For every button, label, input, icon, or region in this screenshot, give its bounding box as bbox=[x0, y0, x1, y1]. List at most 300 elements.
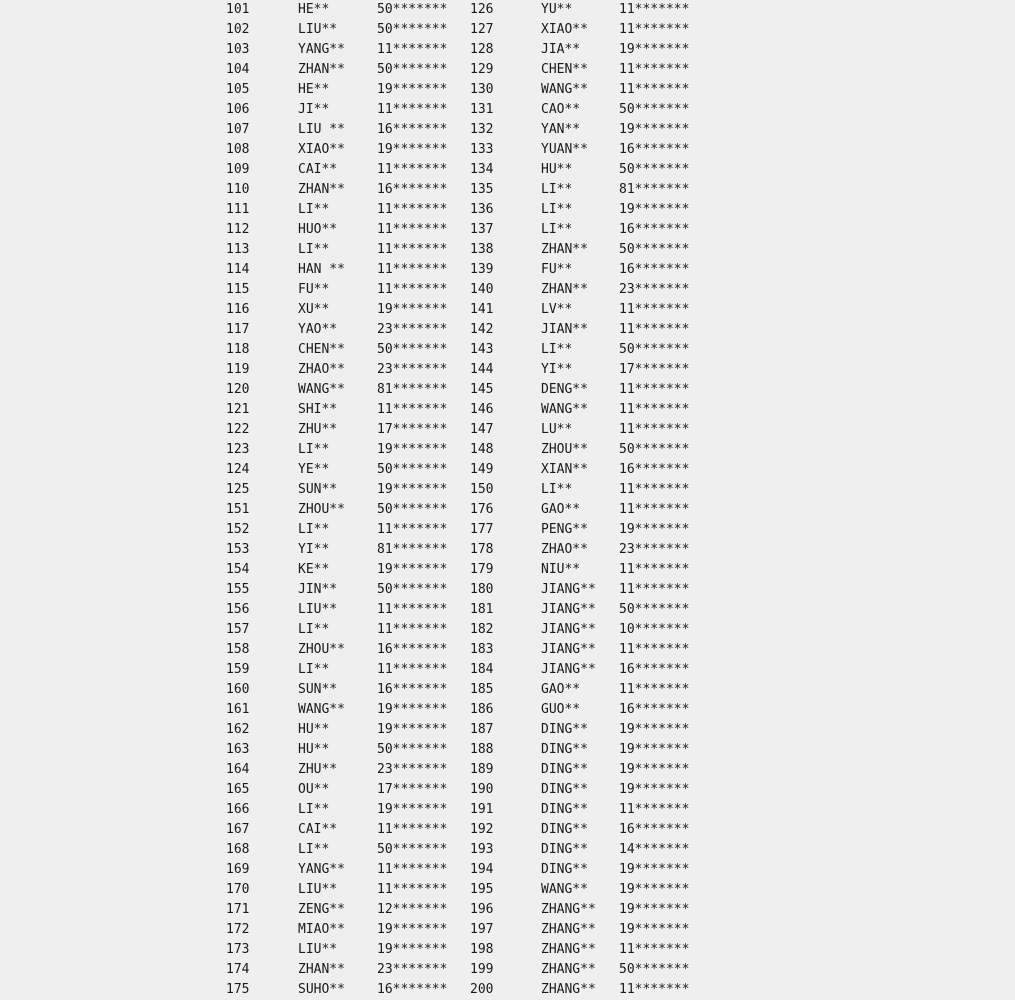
row-number-right: 192 bbox=[470, 822, 494, 837]
table-row bbox=[0, 440, 1015, 460]
name-right: GAO** bbox=[541, 682, 581, 697]
id-left: 11******* bbox=[377, 282, 448, 297]
name-right: JIAN** bbox=[541, 322, 588, 337]
row-number-left: 125 bbox=[226, 482, 250, 497]
id-left: 11******* bbox=[377, 42, 448, 57]
id-right: 19******* bbox=[619, 782, 690, 797]
row-number-right: 133 bbox=[470, 142, 494, 157]
name-left: ZHOU** bbox=[298, 642, 345, 657]
name-right: JIANG** bbox=[541, 622, 596, 637]
name-right: PENG** bbox=[541, 522, 588, 537]
name-right: XIAN** bbox=[541, 462, 588, 477]
id-left: 11******* bbox=[377, 662, 448, 677]
table-row bbox=[0, 400, 1015, 420]
name-left: YE** bbox=[298, 462, 330, 477]
name-right: DING** bbox=[541, 822, 588, 837]
id-right: 11******* bbox=[619, 502, 690, 517]
id-left: 50******* bbox=[377, 2, 448, 17]
name-right: JIA** bbox=[541, 42, 581, 57]
row-number-right: 183 bbox=[470, 642, 494, 657]
row-number-right: 148 bbox=[470, 442, 494, 457]
row-number-left: 101 bbox=[226, 2, 250, 17]
row-number-right: 185 bbox=[470, 682, 494, 697]
id-right: 11******* bbox=[619, 22, 690, 37]
id-left: 16******* bbox=[377, 982, 448, 997]
id-right: 16******* bbox=[619, 822, 690, 837]
name-left: HAN ** bbox=[298, 262, 345, 277]
name-left: LI** bbox=[298, 202, 330, 217]
row-number-right: 141 bbox=[470, 302, 494, 317]
id-left: 11******* bbox=[377, 622, 448, 637]
name-right: DENG** bbox=[541, 382, 588, 397]
table-row bbox=[0, 340, 1015, 360]
row-number-right: 149 bbox=[470, 462, 494, 477]
id-left: 11******* bbox=[377, 202, 448, 217]
id-right: 17******* bbox=[619, 362, 690, 377]
name-left: LIU** bbox=[298, 602, 338, 617]
table-row bbox=[0, 780, 1015, 800]
id-right: 19******* bbox=[619, 762, 690, 777]
name-right: LI** bbox=[541, 342, 573, 357]
row-number-left: 124 bbox=[226, 462, 250, 477]
name-right: WANG** bbox=[541, 402, 588, 417]
id-left: 11******* bbox=[377, 162, 448, 177]
name-left: WANG** bbox=[298, 382, 345, 397]
name-left: HE** bbox=[298, 2, 330, 17]
id-right: 16******* bbox=[619, 662, 690, 677]
name-right: YAN** bbox=[541, 122, 581, 137]
id-right: 11******* bbox=[619, 382, 690, 397]
row-number-left: 116 bbox=[226, 302, 250, 317]
table-row bbox=[0, 900, 1015, 920]
name-left: HU** bbox=[298, 722, 330, 737]
name-right: ZHAN** bbox=[541, 242, 588, 257]
id-right: 19******* bbox=[619, 902, 690, 917]
id-right: 50******* bbox=[619, 602, 690, 617]
name-left: SHI** bbox=[298, 402, 338, 417]
id-left: 19******* bbox=[377, 302, 448, 317]
table-row bbox=[0, 80, 1015, 100]
name-right: XIAO** bbox=[541, 22, 588, 37]
row-number-left: 159 bbox=[226, 662, 250, 677]
id-right: 81******* bbox=[619, 182, 690, 197]
row-number-right: 131 bbox=[470, 102, 494, 117]
row-number-right: 136 bbox=[470, 202, 494, 217]
row-number-right: 200 bbox=[470, 982, 494, 997]
row-number-right: 145 bbox=[470, 382, 494, 397]
name-right: YI** bbox=[541, 362, 573, 377]
table-row bbox=[0, 560, 1015, 580]
row-number-left: 161 bbox=[226, 702, 250, 717]
row-number-right: 197 bbox=[470, 922, 494, 937]
id-left: 19******* bbox=[377, 942, 448, 957]
name-left: YI** bbox=[298, 542, 330, 557]
table-row bbox=[0, 880, 1015, 900]
row-number-right: 176 bbox=[470, 502, 494, 517]
name-left: HUO** bbox=[298, 222, 338, 237]
name-left: YAO** bbox=[298, 322, 338, 337]
name-right: ZHANG** bbox=[541, 982, 596, 997]
name-right: ZHANG** bbox=[541, 962, 596, 977]
name-right: LV** bbox=[541, 302, 573, 317]
row-number-right: 128 bbox=[470, 42, 494, 57]
id-left: 50******* bbox=[377, 62, 448, 77]
row-number-left: 123 bbox=[226, 442, 250, 457]
id-right: 19******* bbox=[619, 742, 690, 757]
id-left: 50******* bbox=[377, 462, 448, 477]
row-number-right: 126 bbox=[470, 2, 494, 17]
row-number-left: 174 bbox=[226, 962, 250, 977]
name-right: HU** bbox=[541, 162, 573, 177]
row-number-right: 193 bbox=[470, 842, 494, 857]
row-number-right: 191 bbox=[470, 802, 494, 817]
table-row bbox=[0, 980, 1015, 1000]
row-number-left: 171 bbox=[226, 902, 250, 917]
id-right: 11******* bbox=[619, 802, 690, 817]
id-right: 14******* bbox=[619, 842, 690, 857]
id-right: 23******* bbox=[619, 542, 690, 557]
row-number-right: 140 bbox=[470, 282, 494, 297]
row-number-right: 147 bbox=[470, 422, 494, 437]
row-number-right: 198 bbox=[470, 942, 494, 957]
table-row bbox=[0, 480, 1015, 500]
name-right: DING** bbox=[541, 722, 588, 737]
id-right: 19******* bbox=[619, 522, 690, 537]
name-right: ZHANG** bbox=[541, 902, 596, 917]
row-number-left: 108 bbox=[226, 142, 250, 157]
id-left: 19******* bbox=[377, 82, 448, 97]
name-left: YANG** bbox=[298, 862, 345, 877]
table-row bbox=[0, 460, 1015, 480]
table-row bbox=[0, 200, 1015, 220]
table-row bbox=[0, 540, 1015, 560]
id-right: 50******* bbox=[619, 242, 690, 257]
name-right: DING** bbox=[541, 742, 588, 757]
name-left: LIU** bbox=[298, 882, 338, 897]
row-number-right: 142 bbox=[470, 322, 494, 337]
row-number-left: 117 bbox=[226, 322, 250, 337]
id-left: 11******* bbox=[377, 102, 448, 117]
id-right: 50******* bbox=[619, 962, 690, 977]
table-row bbox=[0, 620, 1015, 640]
id-right: 23******* bbox=[619, 282, 690, 297]
row-number-left: 122 bbox=[226, 422, 250, 437]
id-right: 11******* bbox=[619, 582, 690, 597]
row-number-left: 166 bbox=[226, 802, 250, 817]
table-row bbox=[0, 860, 1015, 880]
name-left: ZENG** bbox=[298, 902, 345, 917]
table-row bbox=[0, 640, 1015, 660]
id-left: 12******* bbox=[377, 902, 448, 917]
row-number-left: 169 bbox=[226, 862, 250, 877]
row-number-left: 104 bbox=[226, 62, 250, 77]
name-left: ZHAN** bbox=[298, 962, 345, 977]
name-left: KE** bbox=[298, 562, 330, 577]
id-left: 19******* bbox=[377, 722, 448, 737]
name-right: LU** bbox=[541, 422, 573, 437]
id-right: 11******* bbox=[619, 982, 690, 997]
table-row bbox=[0, 700, 1015, 720]
row-number-right: 186 bbox=[470, 702, 494, 717]
table-row bbox=[0, 320, 1015, 340]
table-row bbox=[0, 600, 1015, 620]
name-right: ZHANG** bbox=[541, 922, 596, 937]
row-number-left: 162 bbox=[226, 722, 250, 737]
id-left: 11******* bbox=[377, 822, 448, 837]
id-left: 50******* bbox=[377, 502, 448, 517]
row-number-left: 112 bbox=[226, 222, 250, 237]
row-number-left: 153 bbox=[226, 542, 250, 557]
name-left: LI** bbox=[298, 662, 330, 677]
table-row bbox=[0, 800, 1015, 820]
id-right: 16******* bbox=[619, 222, 690, 237]
name-right: DING** bbox=[541, 842, 588, 857]
id-right: 11******* bbox=[619, 302, 690, 317]
name-left: ZHAN** bbox=[298, 62, 345, 77]
name-left: SUN** bbox=[298, 682, 338, 697]
row-number-right: 134 bbox=[470, 162, 494, 177]
name-right: DING** bbox=[541, 782, 588, 797]
row-number-right: 135 bbox=[470, 182, 494, 197]
id-left: 16******* bbox=[377, 682, 448, 697]
table-row bbox=[0, 140, 1015, 160]
table-row bbox=[0, 160, 1015, 180]
row-number-right: 139 bbox=[470, 262, 494, 277]
id-right: 11******* bbox=[619, 682, 690, 697]
id-left: 50******* bbox=[377, 342, 448, 357]
row-number-left: 109 bbox=[226, 162, 250, 177]
id-left: 11******* bbox=[377, 402, 448, 417]
name-left: JIN** bbox=[298, 582, 338, 597]
name-left: JI** bbox=[298, 102, 330, 117]
name-right: GAO** bbox=[541, 502, 581, 517]
row-number-left: 165 bbox=[226, 782, 250, 797]
id-left: 11******* bbox=[377, 522, 448, 537]
row-number-left: 156 bbox=[226, 602, 250, 617]
table-row bbox=[0, 760, 1015, 780]
id-right: 11******* bbox=[619, 942, 690, 957]
id-right: 10******* bbox=[619, 622, 690, 637]
table-row bbox=[0, 280, 1015, 300]
id-right: 11******* bbox=[619, 62, 690, 77]
table-row bbox=[0, 920, 1015, 940]
name-right: LI** bbox=[541, 182, 573, 197]
id-left: 17******* bbox=[377, 422, 448, 437]
name-right: WANG** bbox=[541, 882, 588, 897]
row-number-left: 157 bbox=[226, 622, 250, 637]
name-right: JIANG** bbox=[541, 582, 596, 597]
id-left: 19******* bbox=[377, 802, 448, 817]
row-number-right: 187 bbox=[470, 722, 494, 737]
name-left: LIU** bbox=[298, 942, 338, 957]
name-right: YUAN** bbox=[541, 142, 588, 157]
id-left: 16******* bbox=[377, 182, 448, 197]
table-row bbox=[0, 60, 1015, 80]
id-right: 50******* bbox=[619, 342, 690, 357]
row-number-right: 196 bbox=[470, 902, 494, 917]
id-left: 11******* bbox=[377, 222, 448, 237]
id-right: 19******* bbox=[619, 722, 690, 737]
row-number-right: 127 bbox=[470, 22, 494, 37]
id-right: 11******* bbox=[619, 2, 690, 17]
table-row bbox=[0, 520, 1015, 540]
id-left: 23******* bbox=[377, 762, 448, 777]
table-row bbox=[0, 100, 1015, 120]
row-number-left: 120 bbox=[226, 382, 250, 397]
id-left: 11******* bbox=[377, 602, 448, 617]
table-row bbox=[0, 40, 1015, 60]
name-left: LI** bbox=[298, 622, 330, 637]
name-left: HE** bbox=[298, 82, 330, 97]
row-number-left: 173 bbox=[226, 942, 250, 957]
row-number-left: 105 bbox=[226, 82, 250, 97]
name-right: LI** bbox=[541, 202, 573, 217]
table-row bbox=[0, 960, 1015, 980]
id-left: 11******* bbox=[377, 262, 448, 277]
table-row bbox=[0, 240, 1015, 260]
row-number-left: 164 bbox=[226, 762, 250, 777]
row-number-right: 199 bbox=[470, 962, 494, 977]
row-number-right: 194 bbox=[470, 862, 494, 877]
row-number-left: 163 bbox=[226, 742, 250, 757]
name-right: YU** bbox=[541, 2, 573, 17]
name-left: LI** bbox=[298, 242, 330, 257]
id-right: 19******* bbox=[619, 42, 690, 57]
name-left: WANG** bbox=[298, 702, 345, 717]
id-right: 11******* bbox=[619, 562, 690, 577]
name-left: LI** bbox=[298, 442, 330, 457]
table-row bbox=[0, 840, 1015, 860]
table-row bbox=[0, 420, 1015, 440]
name-left: OU** bbox=[298, 782, 330, 797]
id-left: 19******* bbox=[377, 922, 448, 937]
id-left: 50******* bbox=[377, 22, 448, 37]
row-number-left: 118 bbox=[226, 342, 250, 357]
id-left: 16******* bbox=[377, 642, 448, 657]
id-right: 50******* bbox=[619, 162, 690, 177]
name-left: ZHAN** bbox=[298, 182, 345, 197]
name-left: FU** bbox=[298, 282, 330, 297]
table-row bbox=[0, 120, 1015, 140]
table-row bbox=[0, 660, 1015, 680]
name-left: LI** bbox=[298, 522, 330, 537]
row-number-left: 152 bbox=[226, 522, 250, 537]
name-left: MIAO** bbox=[298, 922, 345, 937]
row-number-right: 190 bbox=[470, 782, 494, 797]
row-number-right: 143 bbox=[470, 342, 494, 357]
table-row bbox=[0, 180, 1015, 200]
id-left: 23******* bbox=[377, 962, 448, 977]
table-row bbox=[0, 380, 1015, 400]
row-number-left: 155 bbox=[226, 582, 250, 597]
row-number-left: 114 bbox=[226, 262, 250, 277]
name-right: CHEN** bbox=[541, 62, 588, 77]
name-left: CAI** bbox=[298, 162, 338, 177]
name-left: LI** bbox=[298, 802, 330, 817]
row-number-left: 110 bbox=[226, 182, 250, 197]
id-right: 50******* bbox=[619, 102, 690, 117]
table-row bbox=[0, 820, 1015, 840]
name-right: FU** bbox=[541, 262, 573, 277]
row-number-right: 150 bbox=[470, 482, 494, 497]
row-number-left: 102 bbox=[226, 22, 250, 37]
row-number-left: 107 bbox=[226, 122, 250, 137]
table-row bbox=[0, 220, 1015, 240]
name-right: DING** bbox=[541, 862, 588, 877]
row-number-right: 132 bbox=[470, 122, 494, 137]
id-right: 11******* bbox=[619, 322, 690, 337]
name-left: LI** bbox=[298, 842, 330, 857]
row-number-right: 137 bbox=[470, 222, 494, 237]
name-left: LIU ** bbox=[298, 122, 345, 137]
name-right: ZHOU** bbox=[541, 442, 588, 457]
id-left: 19******* bbox=[377, 702, 448, 717]
name-right: GUO** bbox=[541, 702, 581, 717]
id-right: 11******* bbox=[619, 642, 690, 657]
table-row bbox=[0, 940, 1015, 960]
id-left: 11******* bbox=[377, 242, 448, 257]
row-number-right: 177 bbox=[470, 522, 494, 537]
name-right: JIANG** bbox=[541, 642, 596, 657]
table-row bbox=[0, 360, 1015, 380]
name-right: WANG** bbox=[541, 82, 588, 97]
id-right: 11******* bbox=[619, 482, 690, 497]
row-number-left: 154 bbox=[226, 562, 250, 577]
id-right: 19******* bbox=[619, 202, 690, 217]
row-number-right: 179 bbox=[470, 562, 494, 577]
name-left: XIAO** bbox=[298, 142, 345, 157]
id-right: 11******* bbox=[619, 402, 690, 417]
id-left: 19******* bbox=[377, 142, 448, 157]
row-number-left: 170 bbox=[226, 882, 250, 897]
row-number-right: 195 bbox=[470, 882, 494, 897]
row-number-left: 121 bbox=[226, 402, 250, 417]
name-right: ZHAN** bbox=[541, 282, 588, 297]
id-left: 50******* bbox=[377, 582, 448, 597]
row-number-right: 178 bbox=[470, 542, 494, 557]
table-row bbox=[0, 260, 1015, 280]
id-left: 81******* bbox=[377, 382, 448, 397]
row-number-right: 129 bbox=[470, 62, 494, 77]
row-number-right: 138 bbox=[470, 242, 494, 257]
id-right: 11******* bbox=[619, 82, 690, 97]
id-left: 50******* bbox=[377, 742, 448, 757]
row-number-left: 113 bbox=[226, 242, 250, 257]
id-right: 50******* bbox=[619, 442, 690, 457]
id-left: 17******* bbox=[377, 782, 448, 797]
name-right: CAO** bbox=[541, 102, 581, 117]
name-left: SUHO** bbox=[298, 982, 345, 997]
id-right: 16******* bbox=[619, 262, 690, 277]
name-left: YANG** bbox=[298, 42, 345, 57]
id-left: 19******* bbox=[377, 442, 448, 457]
name-left: HU** bbox=[298, 742, 330, 757]
id-right: 19******* bbox=[619, 122, 690, 137]
id-right: 19******* bbox=[619, 862, 690, 877]
row-number-right: 144 bbox=[470, 362, 494, 377]
row-number-left: 119 bbox=[226, 362, 250, 377]
id-right: 19******* bbox=[619, 882, 690, 897]
row-number-left: 103 bbox=[226, 42, 250, 57]
name-right: NIU** bbox=[541, 562, 581, 577]
table-row bbox=[0, 0, 1015, 20]
name-left: XU** bbox=[298, 302, 330, 317]
id-right: 16******* bbox=[619, 462, 690, 477]
table-row bbox=[0, 680, 1015, 700]
id-left: 23******* bbox=[377, 322, 448, 337]
name-left: ZHOU** bbox=[298, 502, 345, 517]
name-left: ZHU** bbox=[298, 422, 338, 437]
